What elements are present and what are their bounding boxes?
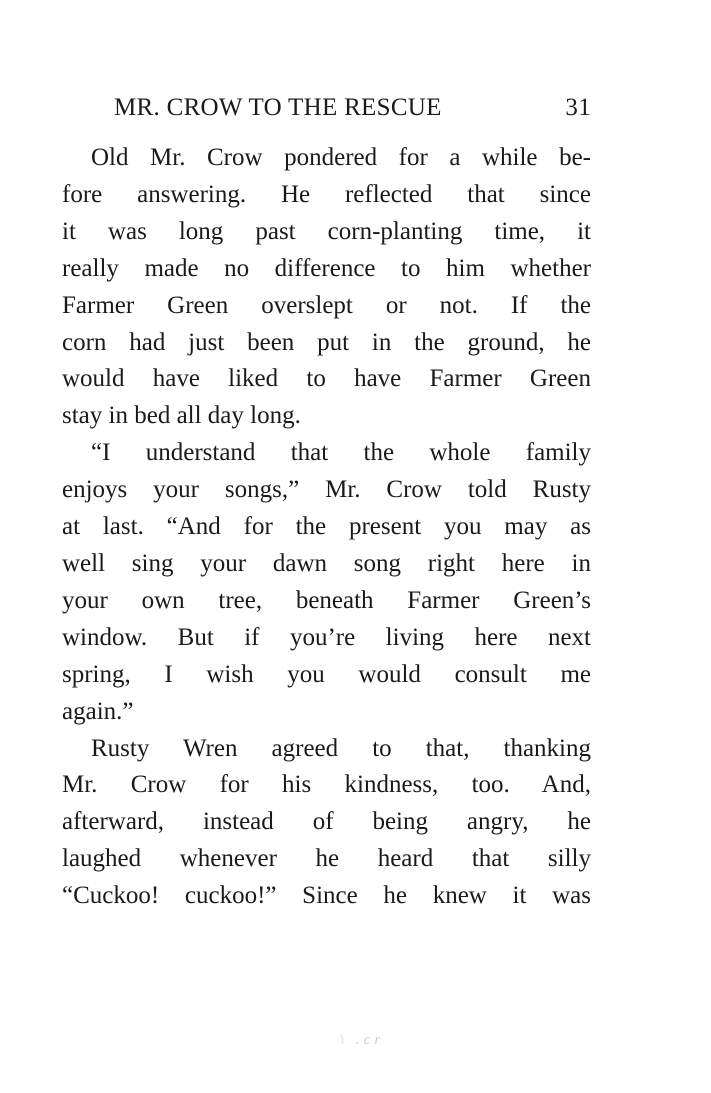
running-head xyxy=(62,94,591,134)
faint-footer-mark: \ .cr xyxy=(340,1032,385,1048)
text-line: it was long past corn-planting time, it xyxy=(62,217,591,245)
text-line: stay in bed all day long. xyxy=(62,402,301,430)
paragraph-1 xyxy=(62,140,591,435)
text-line: Rusty Wren agreed to that, thanking xyxy=(91,734,591,762)
text-line: would have liked to have Farmer Green xyxy=(62,365,591,393)
text-line: corn had just been put in the ground, he xyxy=(62,328,591,356)
text-line: Old Mr. Crow pondered for a while be- xyxy=(91,144,591,171)
text-line: spring, I wish you would consult me xyxy=(62,660,591,688)
text-line: Mr. Crow for his kindness, too. And, xyxy=(62,771,591,799)
chapter-title: MR. CROW TO THE RESCUE xyxy=(114,94,442,121)
text-line: fore answering. He reflected that since xyxy=(62,180,591,208)
page-number: 31 xyxy=(565,94,591,121)
text-line: your own tree, beneath Farmer Green’s xyxy=(62,586,591,614)
text-line: at last. “And for the present you may as xyxy=(62,513,591,541)
paragraph-2 xyxy=(62,435,591,730)
text-line: “I understand that the whole family xyxy=(91,439,591,467)
paragraph-3 xyxy=(62,731,591,916)
text-line: afterward, instead of being angry, he xyxy=(62,808,591,836)
text-line: “Cuckoo! cuckoo!” Since he knew it was xyxy=(62,882,591,910)
book-page xyxy=(62,94,591,915)
text-line: window. But if you’re living here next xyxy=(62,623,591,651)
text-line: well sing your dawn song right here in xyxy=(62,549,591,577)
text-line: again.” xyxy=(62,697,134,725)
text-line: really made no difference to him whether xyxy=(62,254,591,282)
text-line: Farmer Green overslept or not. If the xyxy=(62,291,591,319)
text-line: enjoys your songs,” Mr. Crow told Rusty xyxy=(62,476,591,504)
text-line: laughed whenever he heard that silly xyxy=(62,845,591,873)
